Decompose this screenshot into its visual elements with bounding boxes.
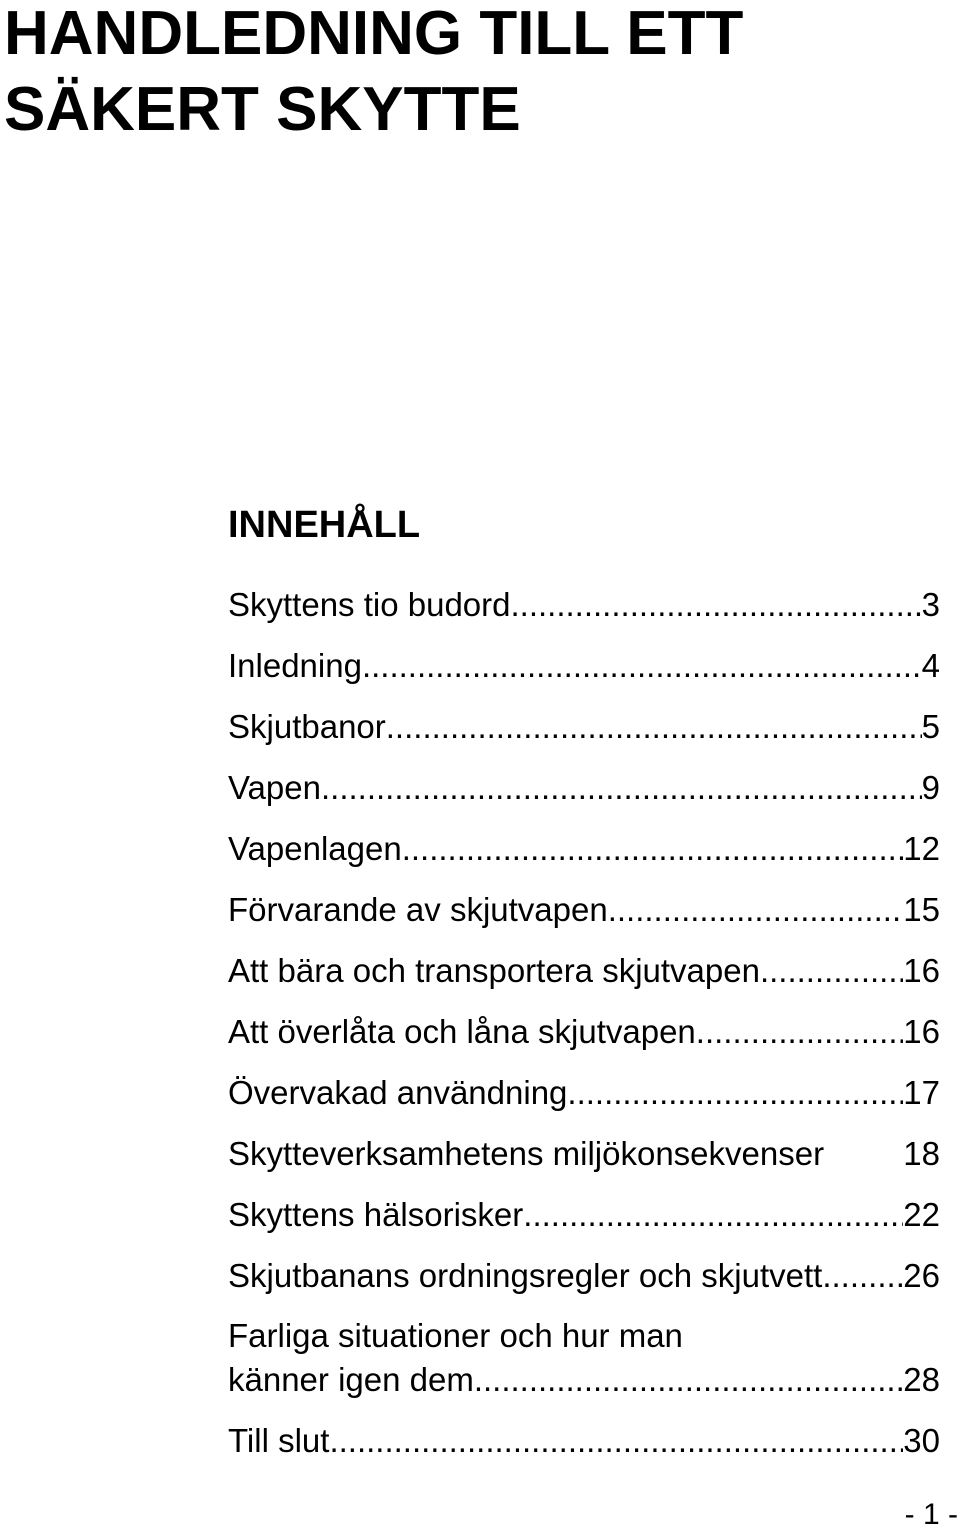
toc-entry — [228, 829, 940, 869]
toc-entry — [228, 1316, 940, 1400]
toc-dot-leader — [523, 1195, 903, 1235]
toc-dot-leader — [362, 646, 922, 686]
toc-entry — [228, 1421, 940, 1461]
toc-entry — [228, 890, 940, 930]
toc-dot-leader — [696, 1012, 903, 1052]
toc-entry-page: 22 — [903, 1196, 940, 1233]
toc-entry-title: Att överlåta och låna skjutvapen — [228, 1013, 696, 1050]
toc-entry-page: 26 — [903, 1257, 940, 1294]
toc-entry-title: Skytteverksamhetens miljökonsekvenser — [228, 1135, 825, 1172]
toc-entry-title: känner igen dem — [228, 1361, 474, 1398]
toc-entry-title-line-1: Farliga situationer och hur man — [228, 1317, 683, 1354]
toc-entry-page: 17 — [903, 1074, 940, 1111]
toc-dot-leader — [474, 1360, 903, 1400]
toc-entry-page: 18 — [903, 1135, 940, 1172]
toc-entry-title: Inledning — [228, 647, 362, 684]
toc-dot-leader — [511, 585, 922, 625]
toc-dot-leader — [402, 829, 904, 869]
toc-dot-leader — [822, 1256, 903, 1296]
toc-entry-title: Vapenlagen — [228, 830, 402, 867]
toc-dot-leader — [386, 707, 922, 747]
toc-dot-leader — [608, 890, 904, 930]
toc-heading: INNEHÅLL — [228, 504, 421, 546]
toc-entry-title: Till slut — [228, 1422, 330, 1459]
toc-entry — [228, 1256, 940, 1296]
toc-entry-page: 3 — [921, 586, 940, 623]
toc-entry-page: 4 — [921, 647, 940, 684]
toc-entry-page: 5 — [921, 708, 940, 745]
toc-entry-title: Skyttens tio budord — [228, 586, 511, 623]
toc-entry — [228, 585, 940, 625]
toc-entry-title: Förvarande av skjutvapen — [228, 891, 608, 928]
toc-dot-leader — [329, 1421, 903, 1461]
toc-entry-page: 12 — [903, 830, 940, 867]
toc-entry-page: 16 — [903, 1013, 940, 1050]
toc-entry-page: 28 — [903, 1361, 940, 1398]
toc-entry-title: Skyttens hälsorisker — [228, 1196, 524, 1233]
toc-entry-title: Skjutbanans ordningsregler och skjutvett — [228, 1257, 823, 1294]
toc-entry-title: Övervakad användning — [228, 1074, 568, 1111]
toc-entry-page: 9 — [921, 769, 940, 806]
toc-dot-leader — [760, 951, 903, 991]
toc-dot-leader — [567, 1073, 903, 1113]
document-title-line-1: HANDLEDNING TILL ETT — [4, 0, 744, 68]
toc-entry — [228, 1134, 940, 1174]
toc-entry — [228, 1073, 940, 1113]
toc-entry — [228, 768, 940, 808]
toc-entry-page: 16 — [903, 952, 940, 989]
toc-dot-leader — [321, 768, 922, 808]
document-title — [4, 0, 743, 148]
toc-entry-title: Att bära och transportera skjutvapen — [228, 952, 760, 989]
toc-entry — [228, 707, 940, 747]
page-number: - 1 - — [904, 1498, 958, 1531]
toc-entry — [228, 1012, 940, 1052]
toc-entry-page: 30 — [903, 1422, 940, 1459]
toc-entry — [228, 646, 940, 686]
toc-entry-page: 15 — [903, 891, 940, 928]
toc-entry-title: Vapen — [228, 769, 321, 806]
document-title-line-2: SÄKERT SKYTTE — [4, 75, 521, 144]
toc-entry — [228, 1195, 940, 1235]
toc-entry — [228, 951, 940, 991]
toc-entry-title: Skjutbanor — [228, 708, 386, 745]
